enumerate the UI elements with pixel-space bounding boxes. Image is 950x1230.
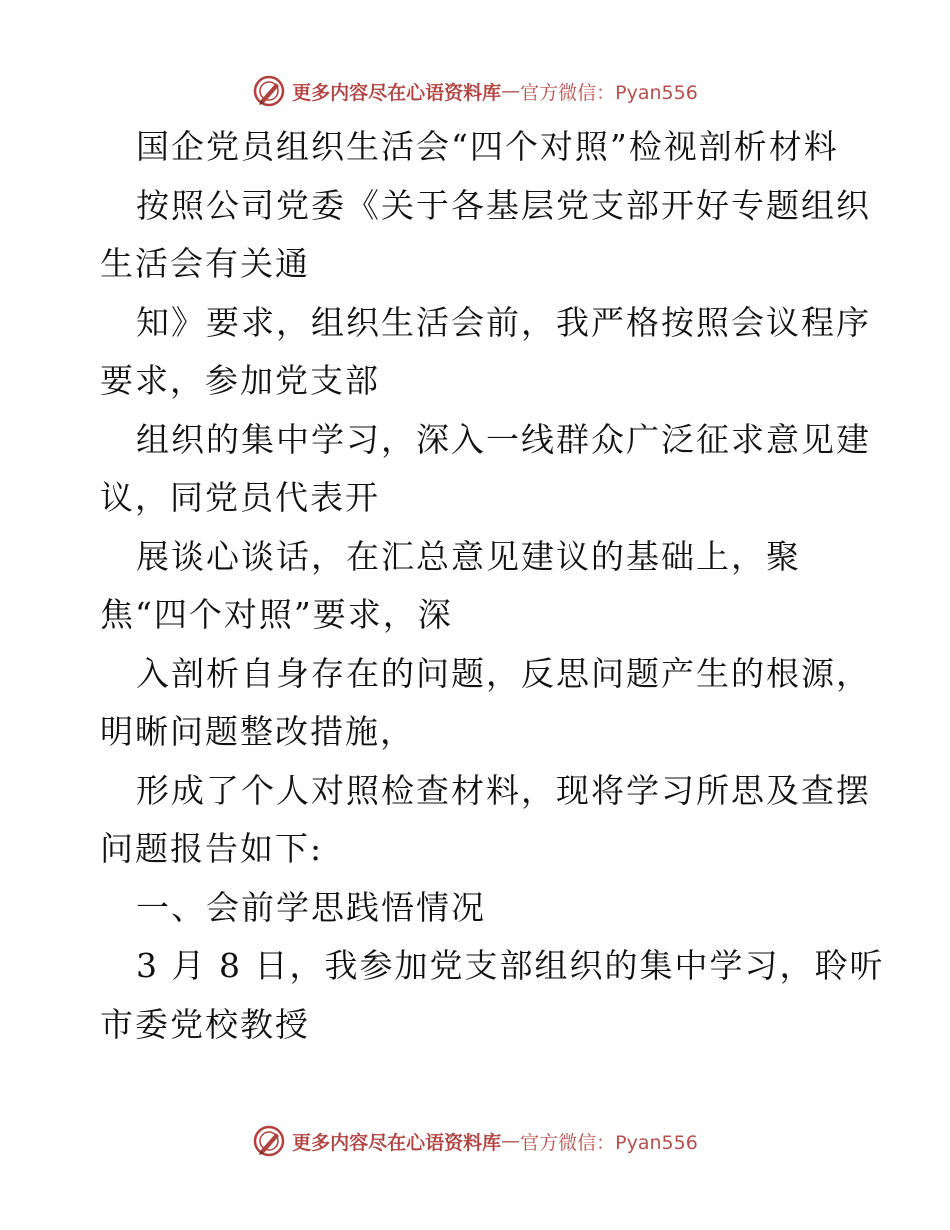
footer-watermark	[0, 1124, 950, 1158]
paragraph-line: 明晰问题整改措施，	[100, 712, 415, 751]
watermark-wechat: 官方微信：Pyan556	[520, 1131, 698, 1154]
paragraph-line: 要求，参加党支部	[100, 361, 380, 400]
paragraph-line: 议，同党员代表开	[100, 478, 380, 517]
paragraph-line: 市委党校教授	[100, 1004, 310, 1044]
section-heading: 一、会前学思践悟情况	[136, 887, 486, 927]
watermark-separator: —	[501, 80, 521, 102]
header-watermark	[0, 74, 950, 108]
paragraph-line: 形成了个人对照检查材料，现将学习所思及查摆	[136, 770, 871, 810]
paragraph-line: 问题报告如下:	[100, 829, 324, 868]
watermark-text: 更多内容尽在心语资料库	[292, 81, 502, 104]
paragraph-line: 入剖析自身存在的问题，反思问题产生的根源，	[136, 653, 871, 693]
watermark-wechat: 官方微信：Pyan556	[520, 81, 698, 104]
paragraph-line: 3 月 8 日，我参加党支部组织的集中学习，聆听	[136, 946, 885, 985]
watermark-separator: —	[501, 1130, 521, 1152]
paragraph-line: 组织的集中学习，深入一线群众广泛征求意见建	[136, 419, 871, 459]
document-title: 国企党员组织生活会“四个对照”检视剖析材料	[136, 127, 839, 166]
paragraph-line: 知》要求，组织生活会前，我严格按照会议程序	[136, 302, 871, 342]
paragraph-line: 焦“四个对照”要求，深	[100, 595, 453, 634]
paragraph-line: 按照公司党委《关于各基层党支部开好专题组织	[136, 185, 871, 225]
paragraph-line: 生活会有关通	[100, 244, 310, 283]
pen-logo-icon	[252, 1124, 286, 1158]
paragraph-line: 展谈心谈话，在汇总意见建议的基础上，聚	[136, 536, 801, 576]
document-body	[100, 118, 885, 1054]
watermark-text: 更多内容尽在心语资料库	[292, 1131, 502, 1154]
pen-logo-icon	[252, 74, 286, 108]
